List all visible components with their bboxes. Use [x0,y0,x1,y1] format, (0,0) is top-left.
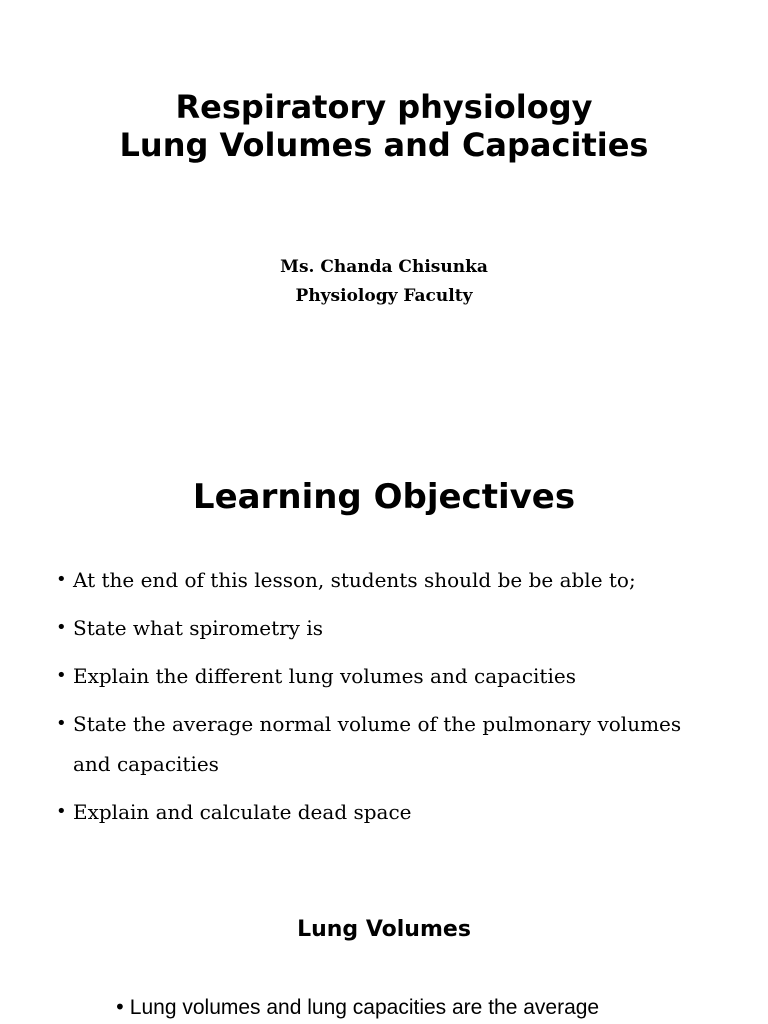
author-name: Ms. Chanda Chisunka [280,257,488,277]
list-item-text: Explain the different lung volumes and capacities [73,664,576,688]
author-role: Physiology Faculty [295,286,473,306]
list-item-text: State the average normal volume of the pulmonary volumes and capacities [73,712,682,776]
list-item [56,704,683,784]
list-item-text: State what spirometry is [73,616,323,640]
objectives-title: Learning Objectives [192,477,576,517]
title-line-2: Lung Volumes and Capacities [119,126,649,164]
bullet-icon: • [56,801,67,822]
title-line-1: Respiratory physiology [175,88,593,126]
lung-volumes-title: Lung Volumes [297,917,471,942]
list-item [56,608,756,648]
objectives-slide [0,400,768,870]
bullet-icon: • [56,713,67,734]
objectives-list [56,560,756,840]
list-item [114,992,599,1023]
presentation-title [0,88,768,164]
title-slide [0,0,768,400]
list-item [56,792,756,832]
list-item [56,656,756,696]
bullet-icon: • [56,569,67,590]
list-item-text: Explain and calculate dead space [73,800,412,824]
author-block [0,253,768,311]
bullet-icon: • [114,995,126,1019]
list-item [56,560,756,600]
bullet-icon: • [56,665,67,686]
list-item-text: At the end of this lesson, students should be be able to; [73,568,636,592]
list-item-text: Lung volumes and lung capacities are the average [129,996,600,1019]
lung-volumes-slide [0,870,768,1024]
bullet-icon: • [56,617,67,638]
